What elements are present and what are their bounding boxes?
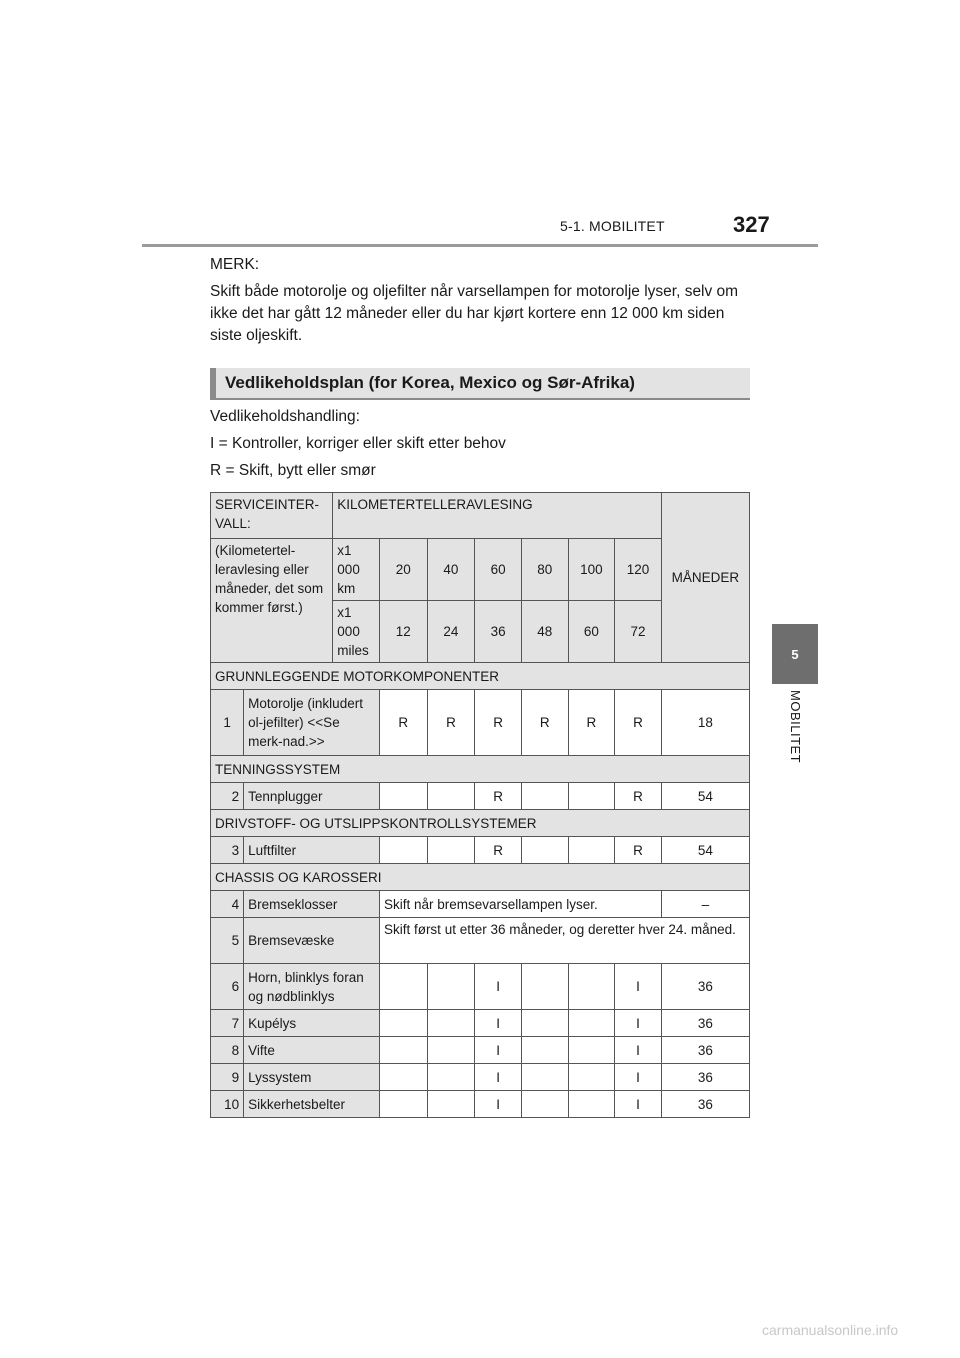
chapter-tab-number: 5 — [791, 646, 799, 662]
row-months: 18 — [661, 690, 749, 756]
odometer-note: (Kilometertel-leravlesing eller måneder, det som kommer først.) — [211, 539, 333, 663]
row-cell: I — [615, 1010, 662, 1037]
row-cell — [568, 1010, 615, 1037]
row-cell — [379, 1091, 427, 1118]
row-cell: R — [427, 690, 475, 756]
miles-value: 12 — [379, 601, 427, 663]
row-cell — [568, 964, 615, 1010]
row-cell — [521, 783, 568, 810]
row-cell: R — [615, 783, 662, 810]
table-row — [211, 964, 750, 1010]
row-number: 5 — [211, 918, 244, 964]
row-cell: I — [475, 1010, 522, 1037]
row-cell: I — [475, 1037, 522, 1064]
row-number: 3 — [211, 837, 244, 864]
row-cell: R — [475, 690, 522, 756]
row-cell: R — [615, 837, 662, 864]
row-months: 36 — [661, 1064, 749, 1091]
row-months: 36 — [661, 1010, 749, 1037]
row-item: Bremseklosser — [244, 891, 380, 918]
row-cell — [521, 1037, 568, 1064]
row-cell — [521, 1064, 568, 1091]
row-item: Vifte — [244, 1037, 380, 1064]
row-item: Sikkerhetsbelter — [244, 1091, 380, 1118]
row-months: 36 — [661, 964, 749, 1010]
row-cell: R — [475, 837, 522, 864]
row-cell: I — [615, 1064, 662, 1091]
row-cell — [379, 1037, 427, 1064]
row-cell: R — [379, 690, 427, 756]
chapter-tab[interactable] — [772, 624, 818, 684]
section-engine: GRUNNLEGGENDE MOTORKOMPONENTER — [211, 663, 750, 690]
row-number: 10 — [211, 1091, 244, 1118]
section-row — [211, 756, 750, 783]
row-cell — [568, 783, 615, 810]
row-cell — [427, 837, 475, 864]
row-instruction: Skift når bremsevarsellampen lyser. — [379, 891, 661, 918]
row-cell — [521, 837, 568, 864]
km-value: 120 — [615, 539, 662, 601]
row-item: Tennplugger — [244, 783, 380, 810]
km-unit-label: x1 000 km — [333, 539, 380, 601]
row-number: 9 — [211, 1064, 244, 1091]
row-cell — [568, 837, 615, 864]
months-label: MÅNEDER — [661, 493, 749, 663]
table-row — [211, 918, 750, 964]
row-item: Lyssystem — [244, 1064, 380, 1091]
section-row — [211, 663, 750, 690]
row-cell — [521, 1010, 568, 1037]
row-number: 2 — [211, 783, 244, 810]
km-value: 80 — [521, 539, 568, 601]
table-row — [211, 1064, 750, 1091]
row-instruction: Skift først ut etter 36 måneder, og deretter hver 24. måned. — [379, 918, 749, 964]
row-cell — [427, 1091, 475, 1118]
section-heading: Vedlikeholdsplan (for Korea, Mexico og Sør-Afrika) — [210, 368, 750, 400]
section-ignition: TENNINGSSYSTEM — [211, 756, 750, 783]
chapter-label: MOBILITET — [788, 690, 803, 764]
row-cell — [568, 1064, 615, 1091]
row-number: 4 — [211, 891, 244, 918]
header-section-title: 5-1. MOBILITET — [560, 218, 665, 234]
odometer-label: KILOMETERTELLERAVLESING — [333, 493, 662, 539]
row-cell: I — [475, 1064, 522, 1091]
row-months: 54 — [661, 837, 749, 864]
row-cell: I — [475, 964, 522, 1010]
section-fuel: DRIVSTOFF- OG UTSLIPPSKONTROLLSYSTEMER — [211, 810, 750, 837]
note-title: MERK: — [210, 256, 260, 273]
km-value: 60 — [475, 539, 522, 601]
row-months: 54 — [661, 783, 749, 810]
section-row — [211, 864, 750, 891]
row-cell — [427, 1037, 475, 1064]
row-cell: R — [521, 690, 568, 756]
km-value: 100 — [568, 539, 615, 601]
table-row — [211, 1091, 750, 1118]
row-cell — [379, 837, 427, 864]
table-row — [211, 891, 750, 918]
row-number: 8 — [211, 1037, 244, 1064]
note-text: Skift både motorolje og oljefilter når varsellampen for motorolje lyser, selv om ikke det har gått 12 måneder eller du har kjørt kortere enn 12 000 km siden siste oljeskift. — [210, 283, 739, 344]
row-number: 7 — [211, 1010, 244, 1037]
watermark: carmanualsonline.info — [762, 1322, 899, 1338]
table-row — [211, 837, 750, 864]
row-item: Bremsevæske — [244, 918, 380, 964]
row-cell — [379, 783, 427, 810]
section-chassis: CHASSIS OG KAROSSERI — [211, 864, 750, 891]
table-header-row — [211, 493, 750, 539]
row-cell — [427, 1010, 475, 1037]
miles-value: 24 — [427, 601, 475, 663]
row-cell: I — [615, 1037, 662, 1064]
legend-intro: Vedlikeholdshandling: — [210, 408, 360, 425]
row-item: Horn, blinklys foran og nødblinklys — [244, 964, 380, 1010]
miles-value: 48 — [521, 601, 568, 663]
row-cell — [521, 1091, 568, 1118]
row-item: Luftfilter — [244, 837, 380, 864]
row-months: 36 — [661, 1091, 749, 1118]
row-cell: I — [615, 964, 662, 1010]
row-months: 36 — [661, 1037, 749, 1064]
row-cell — [379, 1064, 427, 1091]
miles-value: 60 — [568, 601, 615, 663]
table-row — [211, 783, 750, 810]
table-row — [211, 1037, 750, 1064]
table-row — [211, 1010, 750, 1037]
section-row — [211, 810, 750, 837]
row-cell: R — [568, 690, 615, 756]
row-cell — [427, 1064, 475, 1091]
miles-value: 36 — [475, 601, 522, 663]
legend-r: R = Skift, bytt eller smør — [210, 462, 376, 479]
row-cell — [427, 783, 475, 810]
row-item: Kupélys — [244, 1010, 380, 1037]
row-cell: I — [615, 1091, 662, 1118]
table-row — [211, 690, 750, 756]
row-number: 1 — [211, 690, 244, 756]
row-number: 6 — [211, 964, 244, 1010]
km-value: 40 — [427, 539, 475, 601]
legend-i: I = Kontroller, korriger eller skift etter behov — [210, 435, 506, 452]
service-interval-label: SERVICEINTER-VALL: — [211, 493, 333, 539]
row-cell — [379, 964, 427, 1010]
row-cell — [427, 964, 475, 1010]
row-item: Motorolje (inkludert ol-jefilter) <<Se merk-nad.>> — [244, 690, 380, 756]
km-value: 20 — [379, 539, 427, 601]
row-cell: R — [475, 783, 522, 810]
page-number: 327 — [733, 212, 770, 237]
row-cell — [568, 1091, 615, 1118]
maintenance-table — [210, 492, 750, 1118]
header-divider — [142, 244, 818, 247]
row-cell: R — [615, 690, 662, 756]
row-months: – — [661, 891, 749, 918]
miles-value: 72 — [615, 601, 662, 663]
row-cell — [379, 1010, 427, 1037]
miles-unit-label: x1 000 miles — [333, 601, 380, 663]
row-cell: I — [475, 1091, 522, 1118]
row-cell — [521, 964, 568, 1010]
row-cell — [568, 1037, 615, 1064]
